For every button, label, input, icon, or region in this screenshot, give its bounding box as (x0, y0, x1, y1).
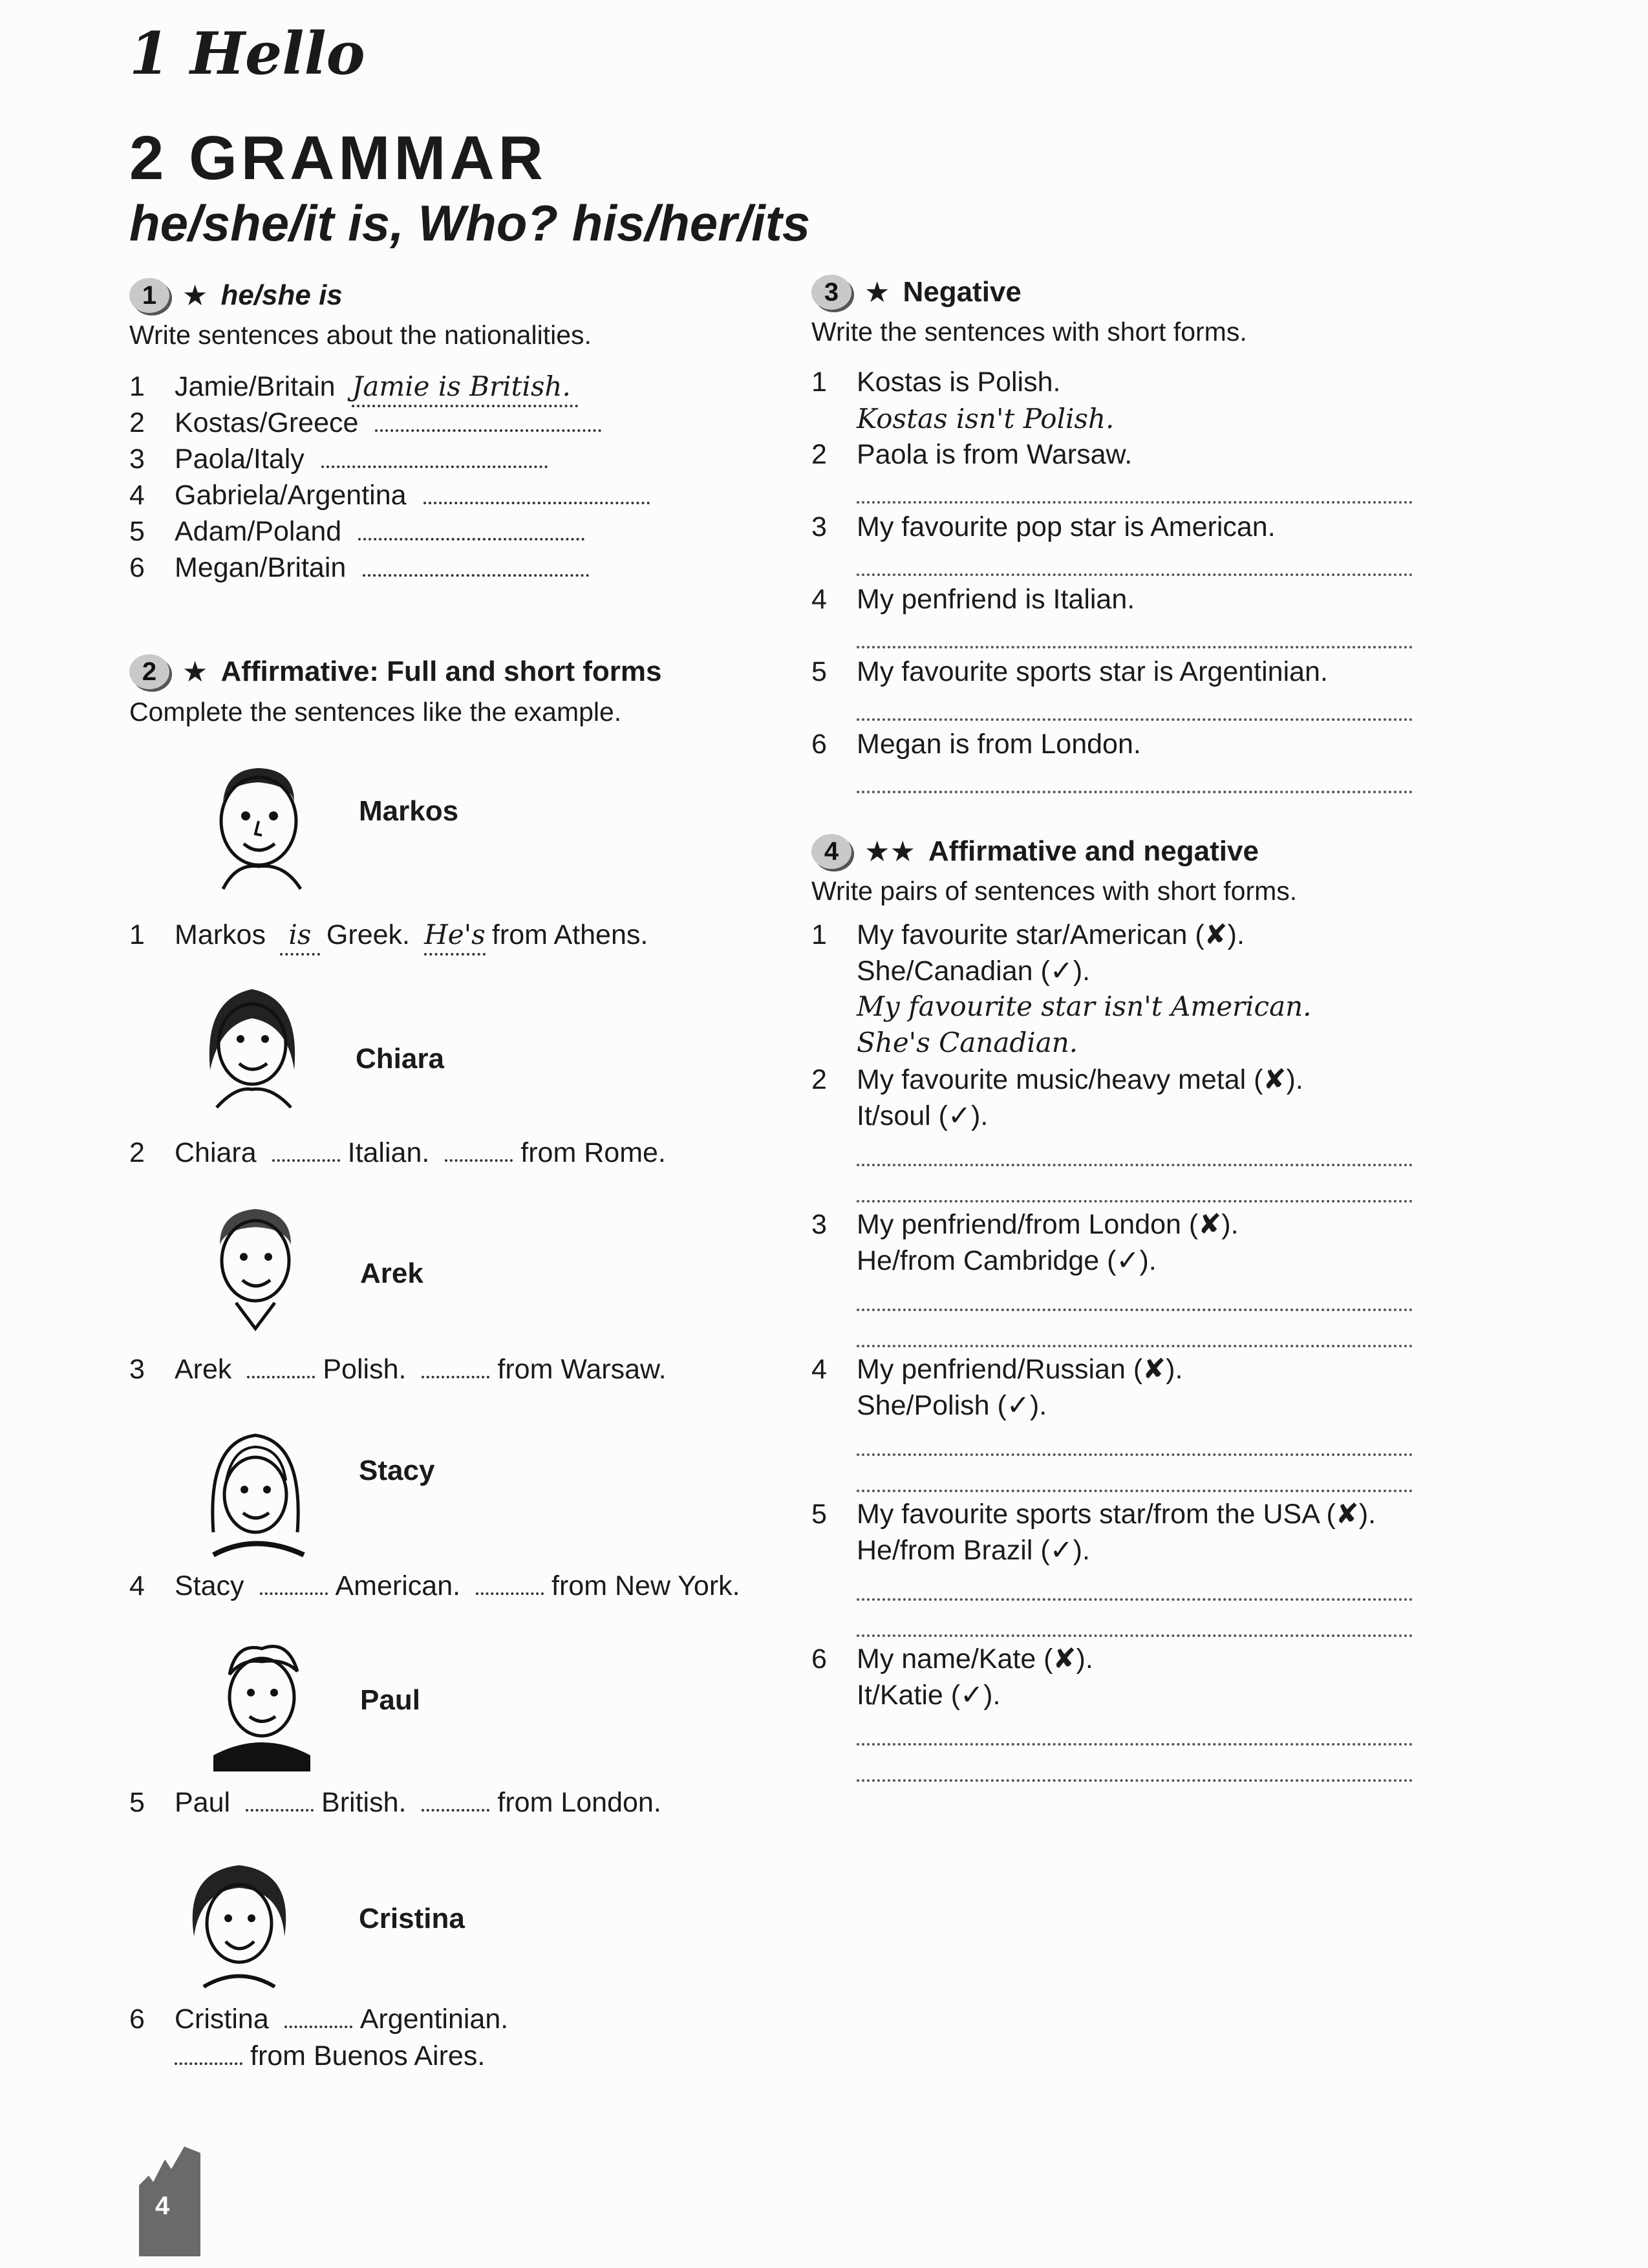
unit-title: 1 Hello (129, 19, 365, 88)
exercise-2-header (129, 654, 662, 689)
exercise-item: 6 My name/Kate (✘). (811, 1643, 1093, 1674)
answer-field[interactable]: is (280, 917, 320, 956)
arek-portrait-icon (194, 1196, 317, 1332)
exercise-item-line2: It/soul (✓). (857, 1100, 989, 1131)
answer-line[interactable] (857, 1598, 1413, 1601)
person-name-label: Paul (360, 1684, 420, 1716)
exercise-item: 5 Adam/Poland (129, 513, 584, 550)
paul-portrait-icon (200, 1636, 323, 1771)
handwritten-answer[interactable]: Kostas isn't Polish. (857, 403, 1115, 434)
exercise-instruction: Write the sentences with short forms. (811, 317, 1247, 347)
answer-field[interactable] (247, 1356, 315, 1378)
exercise-item: 5 My favourite sports star/from the USA (✘). (811, 1499, 1376, 1530)
exercise-item: 1 Jamie/Britain Jamie is British. (129, 369, 578, 407)
person-name-label: Stacy (359, 1455, 435, 1486)
exercise-item: 5 Paul British. from London. (129, 1787, 661, 1818)
answer-field[interactable] (272, 1140, 340, 1162)
exercise-title: Negative (903, 276, 1022, 308)
exercise-3-header (811, 275, 1022, 310)
exercise-item: 4 Stacy American. from New York. (129, 1570, 740, 1601)
star-rating-icon: ★ (864, 276, 890, 308)
answer-line[interactable] (857, 1200, 1413, 1203)
exercise-item-line2: She/Polish (✓). (857, 1390, 1047, 1421)
exercise-instruction: Write pairs of sentences with short forms. (811, 876, 1298, 906)
answer-line[interactable] (857, 718, 1413, 721)
answer-line[interactable] (857, 573, 1413, 576)
exercise-item: 3 Arek Polish. from Warsaw. (129, 1354, 667, 1385)
chiara-portrait-icon (191, 973, 314, 1109)
exercise-title: Affirmative and negative (928, 835, 1259, 867)
answer-line[interactable] (857, 1490, 1413, 1492)
markos-portrait-icon (197, 756, 320, 892)
exercise-item: 5 My favourite sports star is Argentinian. (811, 656, 1328, 687)
exercise-item: 2 Chiara Italian. from Rome. (129, 1137, 666, 1168)
exercise-item: 4 My penfriend is Italian. (811, 584, 1135, 615)
grammar-subtitle: he/she/it is, Who? his/her/its (129, 195, 811, 251)
answer-field[interactable] (422, 1356, 489, 1378)
star-rating-icon: ★ (182, 656, 208, 688)
exercise-1-header (129, 278, 343, 313)
answer-line[interactable] (857, 1345, 1413, 1347)
person-name-label: Cristina (359, 1903, 465, 1934)
answer-line[interactable] (857, 1743, 1413, 1746)
exercise-item: 2 Paola is from Warsaw. (811, 439, 1133, 470)
person-name-label: Arek (360, 1257, 423, 1289)
exercise-item: 6 Megan/Britain (129, 550, 589, 586)
answer-field[interactable] (422, 1790, 489, 1812)
exercise-item: 3 My penfriend/from London (✘). (811, 1209, 1239, 1240)
answer-line[interactable] (857, 791, 1413, 793)
answer-field[interactable] (363, 555, 589, 577)
exercise-item: 6 Cristina Argentinian. (129, 2004, 509, 2035)
page-number-badge-icon (139, 2146, 200, 2256)
exercise-item-line2: It/Katie (✓). (857, 1680, 1001, 1711)
exercise-item-continued: from Buenos Aires. (175, 2038, 485, 2074)
section-title: 2 GRAMMAR (129, 123, 547, 193)
exercise-item: 2 My favourite music/heavy metal (✘). (811, 1064, 1303, 1095)
answer-field[interactable] (321, 446, 548, 468)
answer-field[interactable]: He's (424, 917, 486, 956)
answer-line[interactable] (857, 501, 1413, 504)
exercise-item: 3 Paola/Italy (129, 441, 548, 477)
exercise-item: 2 Kostas/Greece (129, 405, 601, 441)
answer-field[interactable] (423, 482, 650, 504)
exercise-item-line2: She/Canadian (✓). (857, 956, 1091, 987)
handwritten-answer[interactable]: She's Canadian. (857, 1027, 1078, 1058)
exercise-title: he/she is (220, 279, 343, 311)
answer-field[interactable] (445, 1140, 513, 1162)
exercise-number-badge: 2 (129, 654, 169, 689)
answer-line[interactable] (857, 646, 1413, 648)
answer-field[interactable] (260, 1573, 328, 1595)
star-rating-icon: ★★ (864, 835, 915, 868)
answer-field[interactable] (375, 410, 601, 432)
answer-field[interactable] (284, 2006, 352, 2028)
answer-field[interactable] (476, 1573, 544, 1595)
exercise-title: Affirmative: Full and short forms (220, 656, 662, 687)
exercise-number-badge: 1 (129, 278, 169, 313)
answer-field[interactable] (358, 519, 584, 540)
exercise-item: 1 Kostas is Polish. (811, 367, 1061, 398)
exercise-number-badge: 4 (811, 834, 851, 869)
exercise-item: 6 Megan is from London. (811, 729, 1141, 760)
exercise-item: 1 Markos is Greek. He's from Athens. (129, 917, 648, 956)
exercise-item: 4 My penfriend/Russian (✘). (811, 1354, 1183, 1385)
answer-field[interactable] (246, 1790, 314, 1812)
person-name-label: Chiara (356, 1043, 444, 1075)
answer-field[interactable]: Jamie is British. (352, 369, 578, 407)
answer-line[interactable] (857, 1309, 1413, 1311)
exercise-item: 3 My favourite pop star is American. (811, 511, 1276, 542)
exercise-instruction: Write sentences about the nationalities. (129, 320, 592, 350)
exercise-instruction: Complete the sentences like the example. (129, 697, 622, 727)
exercise-item: 1 My favourite star/American (✘). (811, 919, 1245, 950)
exercise-4-header (811, 834, 1259, 869)
handwritten-answer[interactable]: My favourite star isn't American. (857, 990, 1312, 1022)
cristina-portrait-icon (178, 1852, 301, 1988)
star-rating-icon: ★ (182, 279, 208, 312)
exercise-item-line2: He/from Cambridge (✓). (857, 1245, 1157, 1276)
answer-field[interactable] (175, 2043, 242, 2065)
stacy-portrait-icon (194, 1422, 317, 1558)
answer-line[interactable] (857, 1779, 1413, 1782)
answer-line[interactable] (857, 1164, 1413, 1166)
exercise-number-badge: 3 (811, 275, 851, 310)
answer-line[interactable] (857, 1453, 1413, 1456)
page-number: 4 (155, 2192, 170, 2220)
answer-line[interactable] (857, 1634, 1413, 1637)
person-name-label: Markos (359, 795, 459, 827)
exercise-item: 4 Gabriela/Argentina (129, 477, 650, 513)
exercise-item-line2: He/from Brazil (✓). (857, 1535, 1090, 1566)
